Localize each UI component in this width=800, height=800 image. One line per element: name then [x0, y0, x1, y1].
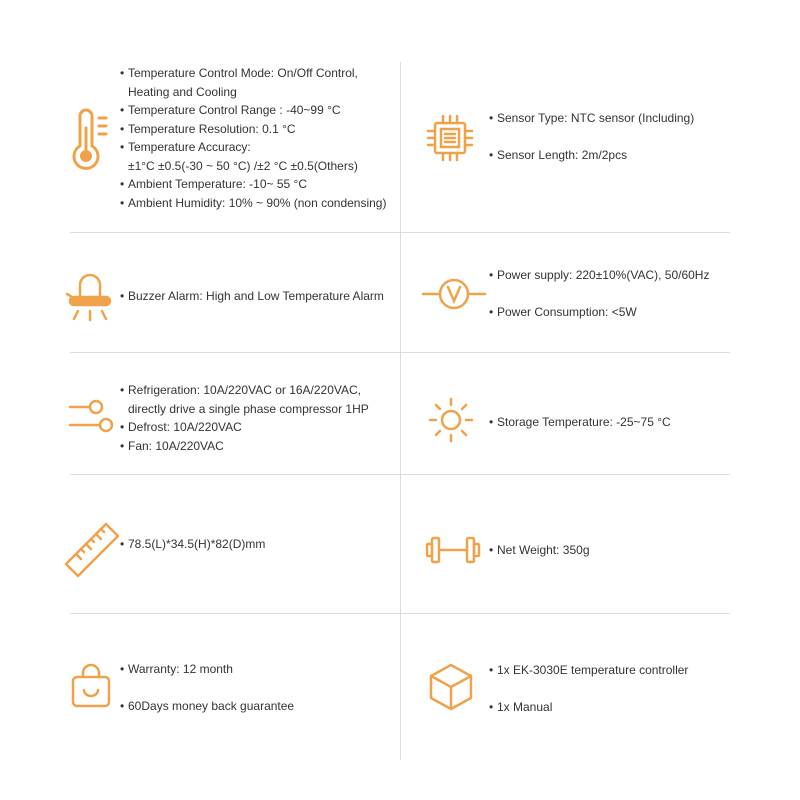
- spec-line: • 1x EK-3030E temperature controller: [489, 661, 688, 680]
- row-divider: [70, 613, 730, 614]
- spec-text-temperature: [120, 64, 386, 212]
- spec-text-alarm: [120, 287, 384, 306]
- sun-icon: [428, 397, 474, 443]
- spec-line: • Temperature Accuracy:: [120, 138, 386, 157]
- spec-line: • Ambient Humidity: 10% ~ 90% (non condensing): [120, 194, 386, 213]
- spec-line: ±1°C ±0.5(-30 ~ 50 °C) /±2 °C ±0.5(Others): [128, 158, 358, 173]
- spec-line: • Power Consumption: <5W: [489, 303, 709, 322]
- package-box-icon: [428, 662, 474, 712]
- spec-line: • Storage Temperature: -25~75 °C: [489, 413, 671, 432]
- spec-text-weight: [489, 541, 590, 560]
- spec-line: • Warranty: 12 month: [120, 660, 294, 679]
- spec-line: • Fan: 10A/220VAC: [120, 437, 369, 456]
- spec-line: • Sensor Type: NTC sensor (Including): [489, 109, 694, 128]
- spec-line: • Temperature Control Range : -40~99 °C: [120, 101, 386, 120]
- spec-line: • Temperature Control Mode: On/Off Control,: [120, 64, 386, 83]
- spec-text-relay: [120, 381, 369, 455]
- spec-line: • Defrost: 10A/220VAC: [120, 418, 369, 437]
- spec-line: • Sensor Length: 2m/2pcs: [489, 146, 694, 165]
- shopping-bag-icon: [70, 663, 112, 709]
- spec-text-storage: [489, 413, 671, 432]
- spec-text-dimensions: [120, 535, 265, 554]
- dumbbell-icon: [425, 535, 481, 565]
- thermometer-icon: [66, 108, 114, 172]
- spec-line: directly drive a single phase compressor 1HP: [128, 401, 369, 416]
- alarm-lamp-icon: [64, 273, 116, 323]
- spec-line: • Ambient Temperature: -10~ 55 °C: [120, 175, 386, 194]
- spec-text-sensor: [489, 109, 694, 164]
- spec-text-warranty: [120, 660, 294, 715]
- row-divider: [70, 232, 730, 233]
- spec-line: • 78.5(L)*34.5(H)*82(D)mm: [120, 535, 265, 554]
- spec-text-package: [489, 661, 688, 716]
- ruler-icon: [62, 520, 122, 580]
- row-divider: [70, 352, 730, 353]
- relay-switch-icon: [68, 396, 116, 436]
- voltage-icon: [421, 271, 487, 317]
- row-divider: [70, 474, 730, 475]
- spec-line: • Refrigeration: 10A/220VAC or 16A/220VAC,: [120, 381, 369, 400]
- spec-line: • Power supply: 220±10%(VAC), 50/60Hz: [489, 266, 709, 285]
- spec-line: • 1x Manual: [489, 698, 688, 717]
- spec-line: • Buzzer Alarm: High and Low Temperature Alarm: [120, 287, 384, 306]
- spec-line: • Temperature Resolution: 0.1 °C: [120, 120, 386, 139]
- spec-text-power: [489, 266, 709, 321]
- spec-line: • 60Days money back guarantee: [120, 697, 294, 716]
- spec-line: • Net Weight: 350g: [489, 541, 590, 560]
- chip-sensor-icon: [425, 113, 475, 163]
- spec-line: Heating and Cooling: [128, 84, 237, 99]
- column-divider: [400, 62, 401, 760]
